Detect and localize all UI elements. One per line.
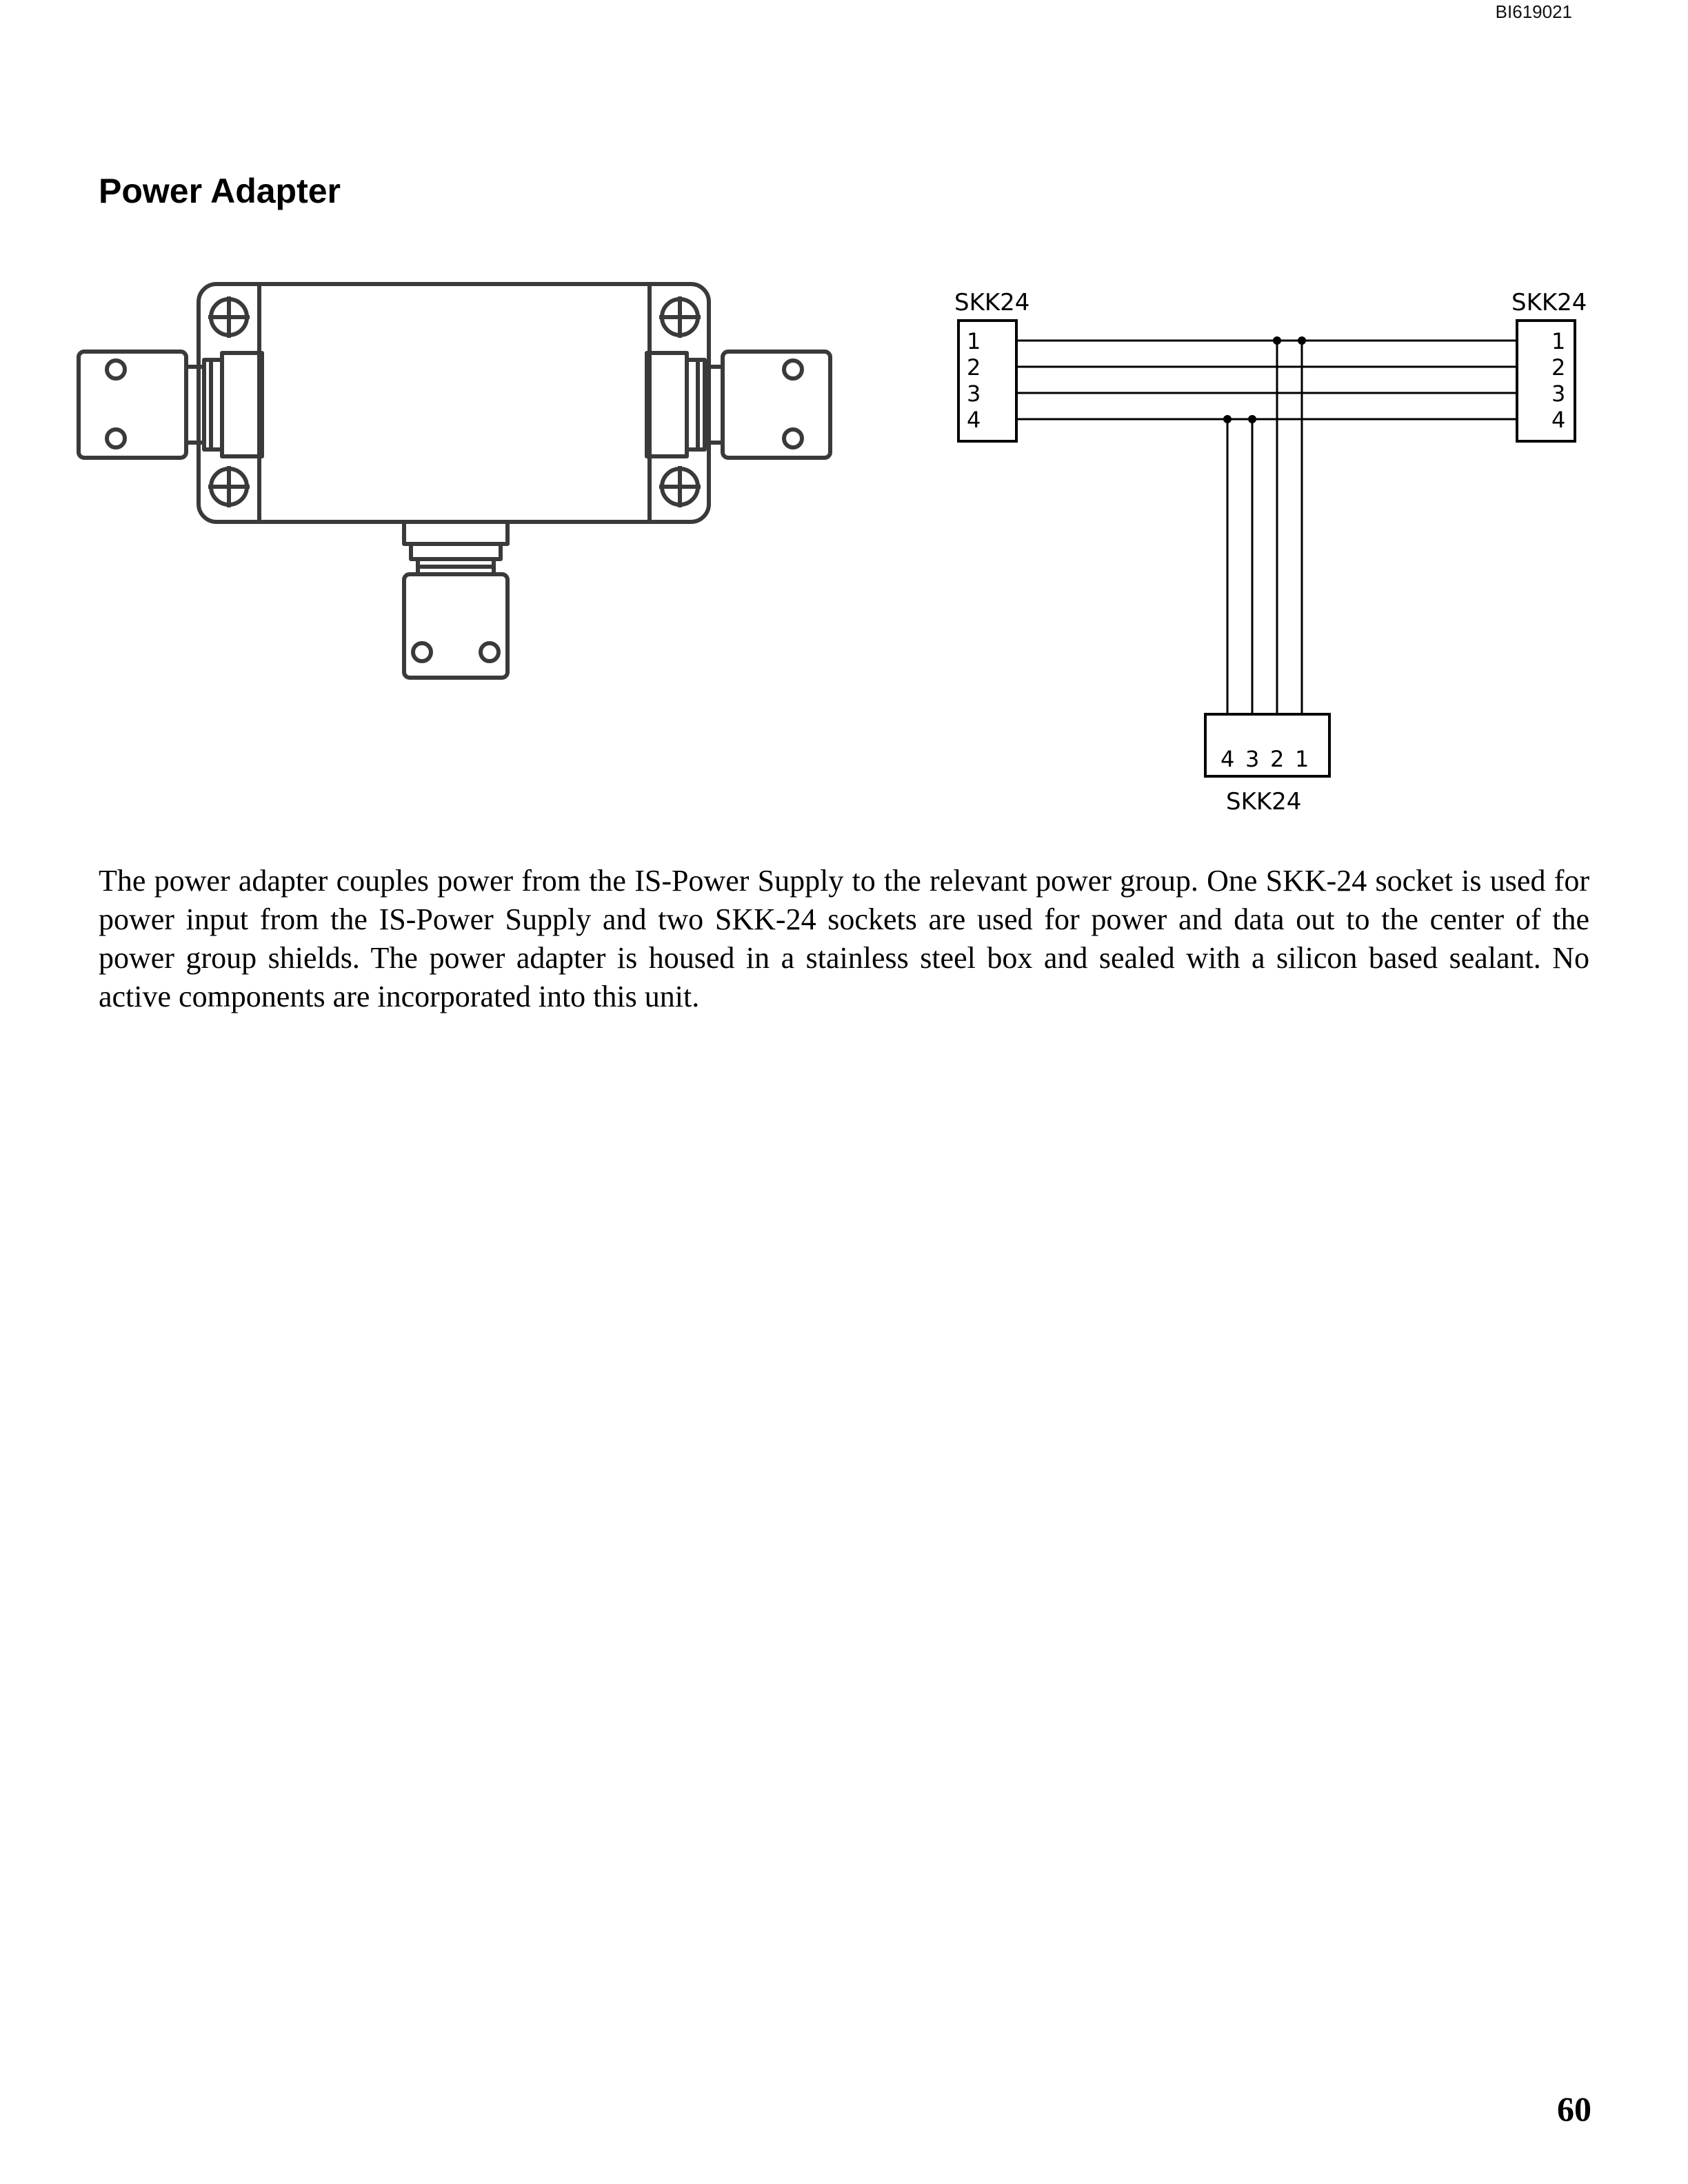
right-connector <box>647 352 830 458</box>
page-title: Power Adapter <box>99 172 341 210</box>
connector-right-box <box>1517 321 1575 441</box>
bottom-connector <box>404 522 508 678</box>
pin-label: 4 <box>1220 746 1235 772</box>
junction-dot <box>1223 415 1232 423</box>
pin-label: 4 <box>1551 407 1566 433</box>
pin-label: 2 <box>1270 746 1285 772</box>
pin-label: 2 <box>967 354 981 381</box>
enclosure-inner <box>259 284 650 522</box>
power-adapter-drawing <box>69 276 848 717</box>
body-paragraph: The power adapter couples power from the IS-Power Supply to the relevant power group. One SKK-24 socket is used for power input from the IS-Power Supply and two SKK-24 sockets are used for power and data out to the center of the power group shields. The power adapter is housed in a stainless steel box and sealed with a silicon based sealant. No active components are incorporated into this unit. <box>99 864 1589 1013</box>
page-number: 60 <box>1557 2090 1591 2128</box>
mounting-screw-top-right <box>659 296 701 338</box>
enclosure-outer <box>199 284 709 522</box>
pin-label: 3 <box>1551 381 1566 407</box>
connector-bottom-label: SKK24 <box>1226 788 1302 816</box>
pin-label: 4 <box>967 407 981 433</box>
junction-dot <box>1298 336 1306 345</box>
wiring-diagram <box>945 276 1600 827</box>
mounting-screw-top-left <box>208 296 250 338</box>
pin-label: 3 <box>1245 746 1260 772</box>
left-connector <box>79 352 262 458</box>
pin-label: 1 <box>1295 746 1309 772</box>
pin-label: 2 <box>1551 354 1566 381</box>
junction-dot <box>1248 415 1256 423</box>
connector-left-label: SKK24 <box>954 289 1030 316</box>
junction-dot <box>1273 336 1281 345</box>
document-id: BI619021 <box>1495 1 1572 22</box>
pin-label: 1 <box>1551 328 1566 354</box>
mounting-screw-bottom-right <box>659 466 701 507</box>
pin-label: 1 <box>967 328 981 354</box>
mounting-screw-bottom-left <box>208 466 250 507</box>
pin-label: 3 <box>967 381 981 407</box>
connector-right-label: SKK24 <box>1511 289 1587 316</box>
